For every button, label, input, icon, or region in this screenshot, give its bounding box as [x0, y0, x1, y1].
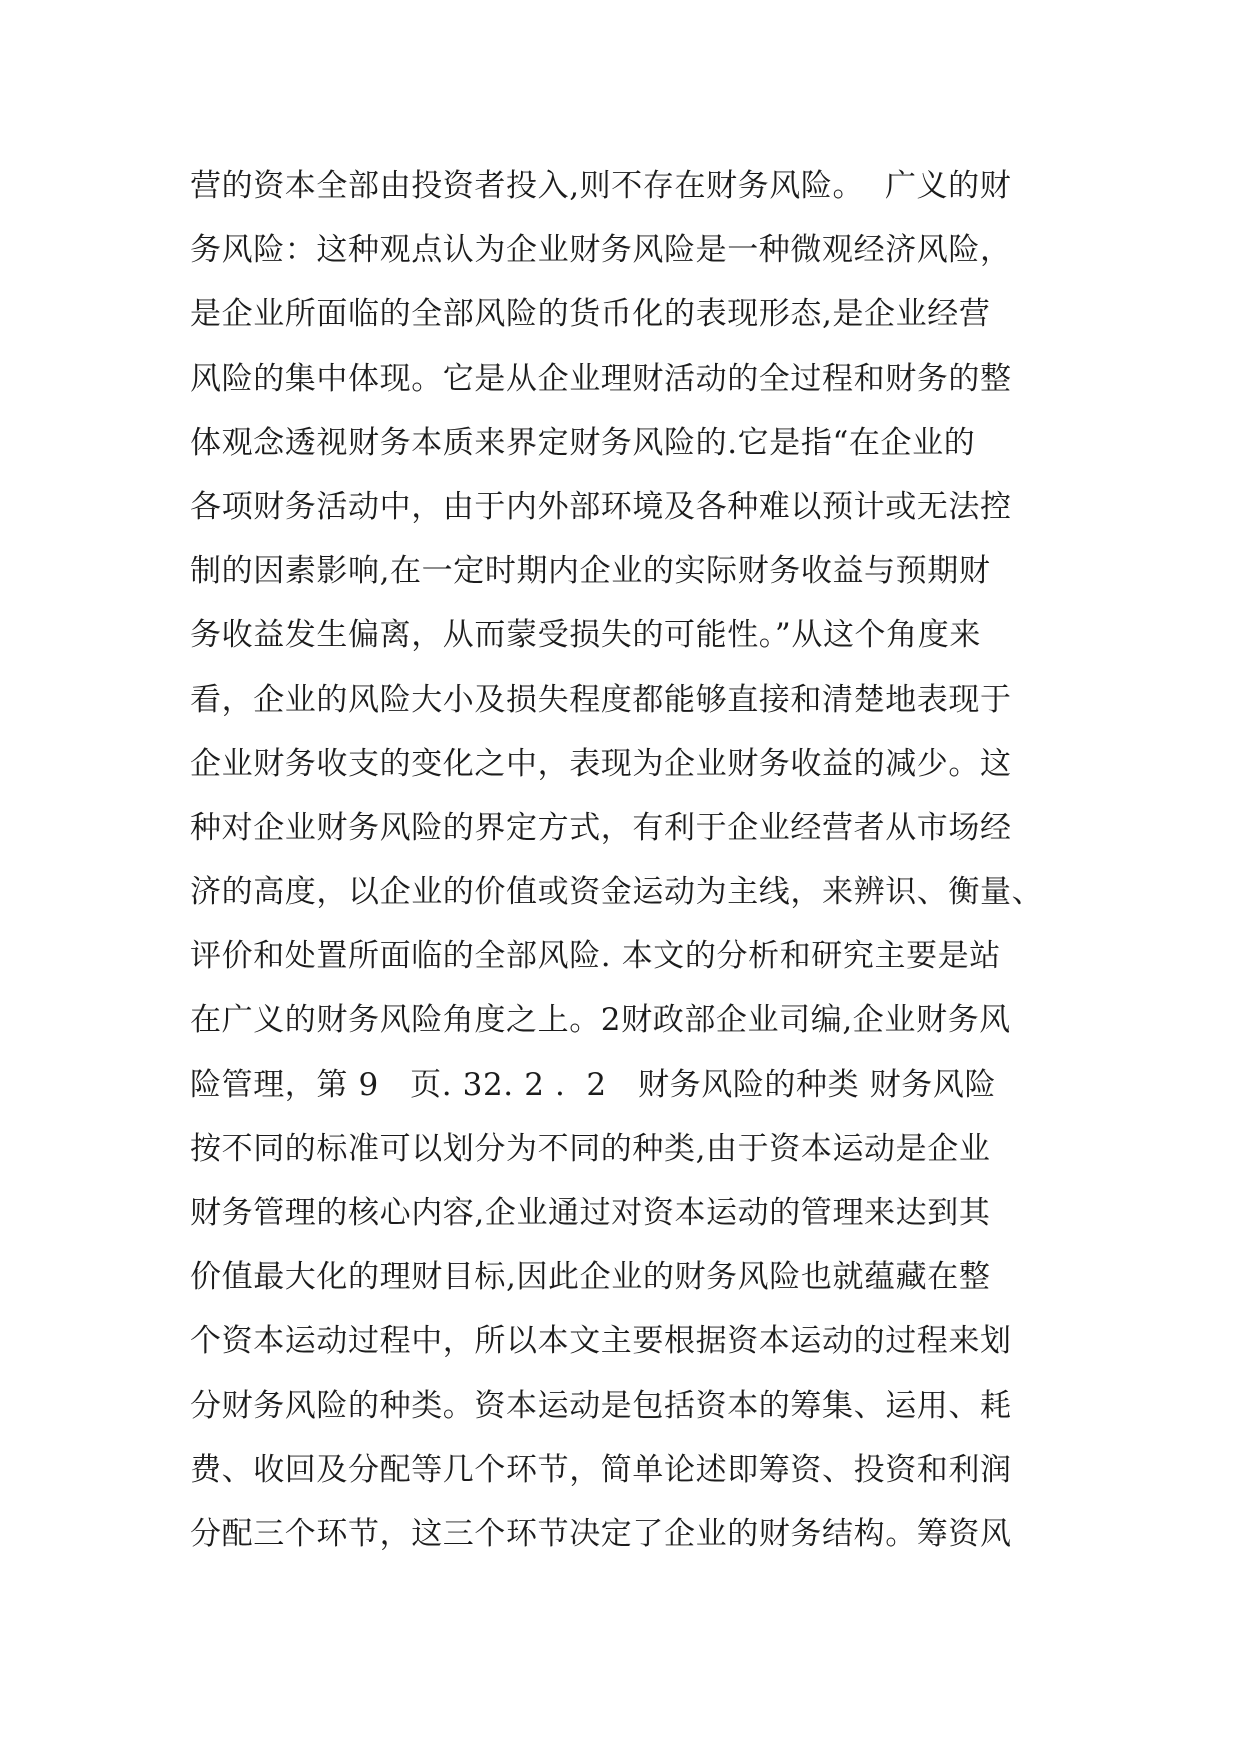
text-line-14: 在广义的财务风险角度之上。2财政部企业司编,企业财务风	[190, 1002, 1011, 1039]
text-line-4: 风险的集中体现。它是从企业理财活动的全过程和财务的整	[190, 360, 1012, 397]
text-line-5: 体观念透视财务本质来界定财务风险的.它是指“在企业的	[190, 424, 976, 461]
text-line-20: 分财务风险的种类。资本运动是包括资本的筹集、运用、耗	[190, 1387, 1012, 1424]
text-line-3: 是企业所面临的全部风险的货币化的表现形态,是企业经营	[190, 296, 991, 333]
text-line-6: 各项财务活动中，由于内外部环境及各种难以预计或无法控	[190, 488, 1012, 525]
text-line-18: 价值最大化的理财目标,因此企业的财务风险也就蕴藏在整	[190, 1259, 991, 1296]
text-line-12: 济的高度，以企业的价值或资金运动为主线，来辨识、衡量、	[190, 874, 1044, 911]
text-line-1: 营的资本全部由投资者投入,则不存在财务风险。 广义的财	[190, 168, 1012, 204]
text-line-8: 务收益发生偏离，从而蒙受损失的可能性。”从这个角度来	[190, 617, 981, 654]
text-line-2: 务风险：这种观点认为企业财务风险是一种微观经济风险，	[190, 232, 1012, 269]
text-line-21: 费、收回及分配等几个环节，简单论述即筹资、投资和利润	[190, 1451, 1012, 1488]
text-line-15: 险管理，第 9 页. 32. 2 . 2 财务风险的种类 财务风险	[190, 1066, 997, 1103]
text-line-9: 看，企业的风险大小及损失程度都能够直接和清楚地表现于	[190, 681, 1012, 718]
text-line-10: 企业财务收支的变化之中，表现为企业财务收益的减少。这	[190, 745, 1012, 782]
body-text	[190, 154, 1070, 1566]
text-line-16: 按不同的标准可以划分为不同的种类,由于资本运动是企业	[190, 1130, 991, 1167]
text-line-7: 制的因素影响,在一定时期内企业的实际财务收益与预期财	[190, 553, 991, 590]
text-line-11: 种对企业财务风险的界定方式，有利于企业经营者从市场经	[190, 809, 1012, 846]
text-line-13: 评价和处置所面临的全部风险. 本文的分析和研究主要是站	[190, 938, 1001, 975]
text-line-19: 个资本运动过程中，所以本文主要根据资本运动的过程来划	[190, 1323, 1012, 1360]
text-line-17: 财务管理的核心内容,企业通过对资本运动的管理来达到其	[190, 1195, 991, 1231]
text-line-22: 分配三个环节，这三个环节决定了企业的财务结构。筹资风	[190, 1515, 1012, 1552]
